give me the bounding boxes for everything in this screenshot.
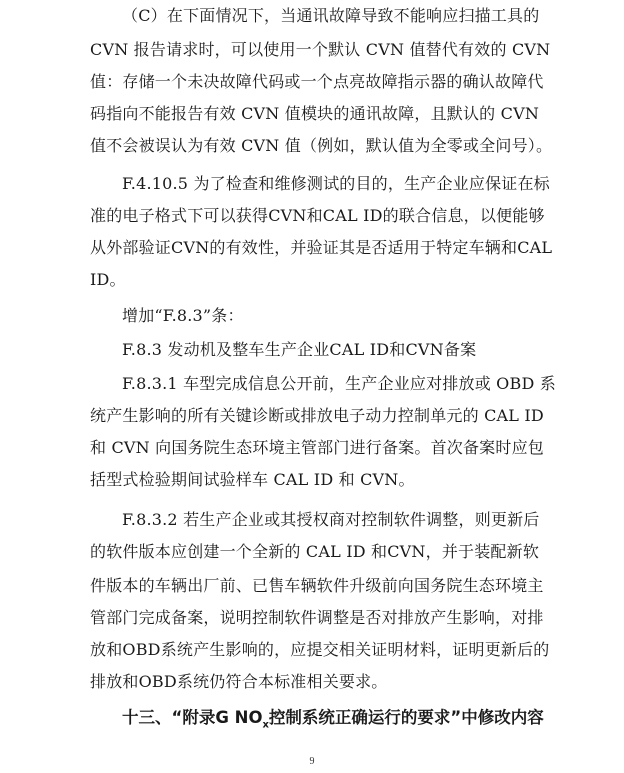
text-line: 件版本的车辆出厂前、已售车辆软件升级前向国务院生态环境主 bbox=[90, 576, 544, 595]
text-line: 统产生影响的所有关键诊断或排放电子动力控制单元的 CAL ID bbox=[90, 406, 544, 425]
text-line: 从外部验证CVN的有效性，并验证其是否适用于特定车辆和CAL bbox=[90, 238, 553, 257]
text-line: CVN 报告请求时，可以使用一个默认 CVN 值替代有效的 CVN bbox=[90, 40, 551, 59]
section-heading bbox=[122, 706, 544, 737]
page-number: 9 bbox=[309, 756, 315, 767]
text-line: 管部门完成备案，说明控制软件调整是否对排放产生影响，对排 bbox=[90, 608, 544, 627]
text-line: （C）在下面情况下，当通讯故障导致不能响应扫描工具的 bbox=[122, 6, 540, 25]
text-line: F.8.3.2 若生产企业或其授权商对控制软件调整，则更新后 bbox=[122, 510, 540, 529]
heading-subscript: x bbox=[262, 719, 269, 731]
text-line: F.4.10.5 为了检查和维修测试的目的，生产企业应保证在标 bbox=[122, 174, 550, 193]
text-line: 增加“F.8.3”条： bbox=[122, 306, 244, 325]
text-line: 码指向不能报告有效 CVN 值模块的通讯故障，且默认的 CVN bbox=[90, 104, 540, 123]
text-line: 准的电子格式下可以获得CVN和CAL ID的联合信息，以便能够 bbox=[90, 206, 545, 225]
text-line: 括型式检验期间试验样车 CAL ID 和 CVN。 bbox=[90, 470, 415, 489]
text-line: 的软件版本应创建一个全新的 CAL ID 和CVN，并于装配新软 bbox=[90, 542, 540, 561]
section-title: F.8.3 发动机及整车生产企业CAL ID和CVN备案 bbox=[122, 340, 477, 359]
text-line: 放和OBD系统产生影响的，应提交相关证明材料，证明更新后的 bbox=[90, 640, 550, 659]
text-line: 和 CVN 向国务院生态环境主管部门进行备案。首次备案时应包 bbox=[90, 438, 544, 457]
heading-text-after: 控制系统正确运行的要求”中修改内容 bbox=[268, 708, 544, 727]
text-line: 排放和OBD系统仍符合本标准相关要求。 bbox=[90, 672, 388, 691]
text-line: F.8.3.1 车型完成信息公开前，生产企业应对排放或 OBD 系 bbox=[122, 374, 556, 393]
text-line: 值不会被误认为有效 CVN 值（例如，默认值为全零或全问号）。 bbox=[90, 136, 553, 155]
text-line: 值：存储一个未决故障代码或一个点亮故障指示器的确认故障代 bbox=[90, 72, 544, 91]
heading-text-before: 十三、“附录G NO bbox=[122, 708, 263, 727]
text-line: ID。 bbox=[90, 270, 126, 289]
